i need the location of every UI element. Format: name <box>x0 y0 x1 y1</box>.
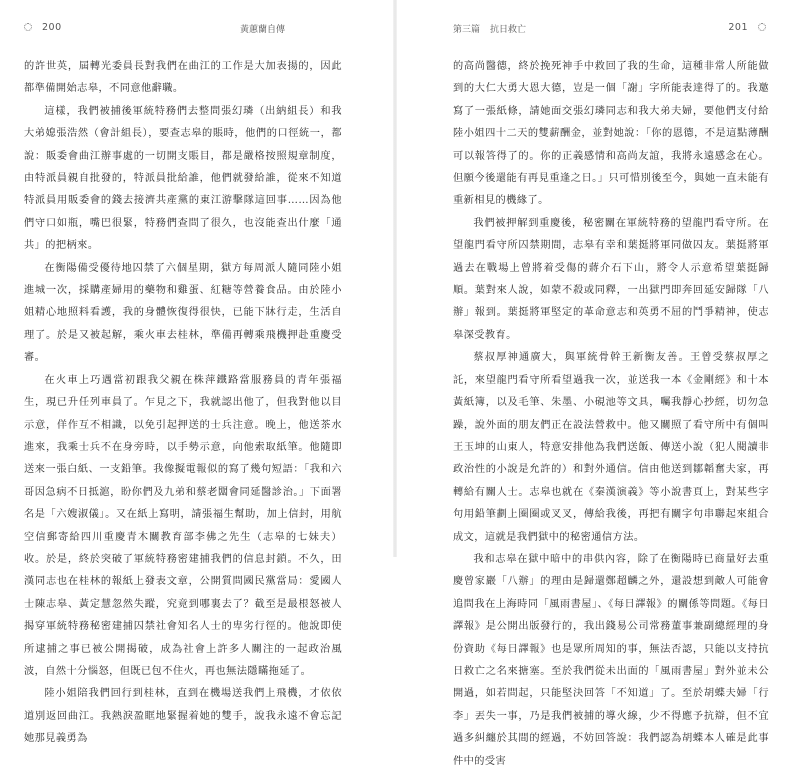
left-page <box>0 0 395 745</box>
page-number: 200 <box>42 22 62 33</box>
left-page-header <box>24 22 375 38</box>
paragraph: 蔡叔厚神通廣大，與軍統骨幹王新衡友善。王曾受蔡叔厚之託，來望龍門看守所看望過我一次，並送我一本《金剛經》和十本黃紙簿，以及毛筆、朱墨、小硯池等文具，囑我靜心抄經，切勿急躁，說外面的朋友們正在設法營救中。他又關照了看守所中有個叫王玉坤的山東人，特意安排他為我們送飯、傳送小說（犯人閱讀非政治性的小說是允許的）和對外通信。信由他送到鄒韜奮夫家，再轉給有關人士。志皋也就在《秦漢演義》等小說書頁上，對某些字句用鉛筆劃上圈圈或叉叉，傳給我後，再把有關字句串聯起來組合成文，這就是我們獄中的秘密通信方法。 <box>453 352 769 543</box>
paragraph: 在火車上巧遇當初跟我父親在株萍鐵路當服務員的青年張福生，現已升任列車員了。乍見之下，我就認出他了，但我對他以目示意，佯作互不相識，以免引起押送的士兵注意。晚上，他送茶水進來，我乘士兵不在身旁時，以手勢示意，向他索取紙筆。他隨即送來一張白紙、一支鉛筆。我像擬電報似的寫了幾句短語：「我和六哥因急病不日抵滬，盼你們及九弟和蔡老闆會同延醫診治。」下面署名是「六嫂淑儀」。又在紙上寫明，請張福生幫助，加上信封，用航空信郵寄給四川重慶青木關教育部李佛之先生（志皋的七妹夫）收。於是，終於突破了軍統特務密建捕我們的信息封鎖。不久，田漢同志也在桂林的報紙上發表文章，公開質問國民黨當局：愛國人士陳志皋、黃定慧忽然失蹤，究竟到哪裏去了？截至是最根怒被人揭穿軍統特務秘密建捕囚禁社會知名人士的卑劣行徑的。他說即使所逮捕之事已被公開揭破，成為社會上許多人關注的一起政治風波，自然十分惱怒，但既已包不住火，再也無法隱瞞拖延了。 <box>24 374 342 677</box>
right-page-text <box>453 56 769 773</box>
paragraph: 這樣，我們被捕後軍統特務們去整問張幻璘（出納組長）和我大弟媳張浩然（會計組長），要查志皋的賬時，他們的口徑統一，都說：販委會曲江辦事處的一切開支賬目，都是嚴格按照規章制度，由特派員親自批發的，特派員批給誰，他們就發給誰，從來不知道特派員用販委會的錢去接濟共產黨的東江游擊隊這回事……因為他們守口如瓶，嘴巴很緊，特務們查問了很久，也沒能查出什麼「通共」的把柄來。 <box>24 105 342 252</box>
running-head: 黃蕙蘭自傳 <box>239 25 285 35</box>
paragraph: 我們被押解到重慶後，秘密關在軍統特務的望龍門看守所。在望龍門看守所囚禁期間，志皋有幸和葉挺將軍同做囚友。葉挺將軍過去在戰場上曾將着受傷的蔣介石下山，將令人示意希望葉挺歸順。葉對來人說，如蒙不殺或同釋，一出獄門即奔回延安歸隊「八辦」報到。葉挺將軍堅定的革命意志和英勇不屈的鬥爭精神，使志皋深受教育。 <box>453 217 769 341</box>
right-page-header <box>453 22 766 38</box>
paragraph: 在衡陽備受優待地囚禁了六個星期，獄方每周派人隨同陸小姐進城一次，採購產婦用的藥物和雞蛋、紅糖等營養食品。由於陸小姐精心地照料看護，我的身體恢復得很快，已能下牀行走，生活自理了。於是又被起解，乘火車去桂林，準備再轉乘飛機押赴重慶受審。 <box>24 262 342 364</box>
page-ornament-icon <box>758 23 766 31</box>
chapter-label: 第三篇 <box>453 25 481 35</box>
paragraph: 的高尚醫德，終於挽死神手中救回了我的生命，這種非常人所能做到的大仁大勇大恩大德，豈是一個「謝」字所能表達得了的。我邀寫了一張紙條，請她面交張幻璘同志和我大弟夫婦，要他們支付給陸小姐四十二天的雙薪酬金，並對她說：「你的恩德，不是這點薄酬可以報答得了的。你的正義感情和高尚友誼，我將永遠感念在心。但願今後還能有再見重逢之日。」只可惜別後至今，與她一直未能有重新相見的機緣了。 <box>453 61 769 207</box>
right-page <box>395 0 790 767</box>
paragraph: 我和志皋在獄中暗中的串供內容，除了在衡陽時已商量好去重慶曾家巖「八辦」的理由是歸還鄭超麟之外，還設想到敵人可能會追問我在上海時同「風雨書屋」、《每日譯報》的關係等問題。《每日譯報》是公開出版發行的，我出錢易公司常務董事兼副總經理的身份資助《每日譯報》也是眾所周知的事，無法否認，只能以支持抗日救亡之名來搪塞。至於我們從未出面的「風雨書屋」對外並未公開過，如若問起，只能堅決回答「不知道」了。至於胡蝶夫婦「行李」丟失一事，乃是我們被捕的導火線，少不得應予抗辯，但不宜過多糾纏於其間的經過，不妨回答說：我們認為胡蝶本人確是此事件中的受害 <box>453 553 769 767</box>
section-title: 抗日救亡 <box>490 25 527 35</box>
page-number: 201 <box>728 22 748 33</box>
paragraph: 陸小姐陪我們回行到桂林，直到在機場送我們上飛機，才依依道別返回曲江。我熱淚盈眶地緊握着她的雙手，說我永遠不會忘記她那見義勇為 <box>24 688 342 745</box>
page-ornament-icon <box>24 23 32 31</box>
paragraph: 的許世英，屆轉光委員長對我們在曲江的工作是大加表揚的，因此都準備開始志皋，不同意他辭職。 <box>24 61 342 95</box>
chapter-head <box>453 22 526 35</box>
left-page-text <box>24 56 342 751</box>
